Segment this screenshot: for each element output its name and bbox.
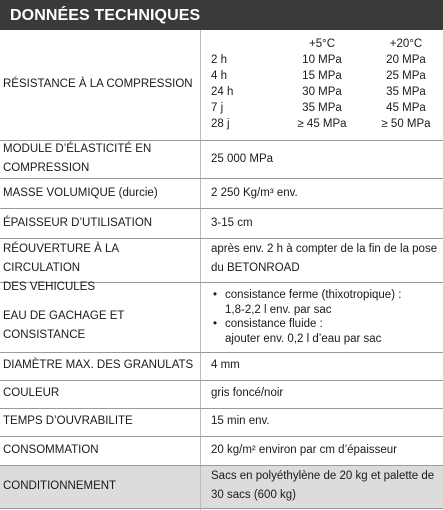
aggregate-value: 4 mm [211,359,240,371]
column-divider [200,30,201,510]
mixing-item-fluid-line2: ajouter env. 0,2 l d’eau par sac [225,332,382,345]
row-divider [0,352,443,353]
age-value: 2 h [211,54,227,66]
packaging-value-line1: Sacs en polyéthylène de 20 kg et palette de [211,470,435,482]
col-header-5c: +5°C [308,38,335,50]
modulus-label [3,140,195,178]
bullet-icon: • [213,318,218,330]
packaging-value-line2: 30 sacs (600 kg) [211,489,297,501]
row-divider [0,178,443,179]
compression-label: RÉSISTANCE À LA COMPRESSION [3,78,193,90]
mixing-item-fluid [211,317,441,346]
age-value: 24 h [211,86,234,98]
mixing-label: EAU DE GACHAGE ET CONSISTANCE [3,310,125,341]
col-header-20c: +20°C [389,38,423,50]
age-value: 4 h [211,70,227,82]
strength-20c: ≥ 50 MPa [381,118,431,130]
strength-20c: 45 MPa [386,102,426,114]
packaging-label: CONDITIONNEMENT [3,480,117,492]
colour-value: gris foncé/noir [211,387,284,399]
section-header: DONNÉES TECHNIQUES [0,0,443,30]
strength-5c: ≥ 45 MPa [297,118,347,130]
reopening-label [3,240,195,297]
bullet-icon: • [213,289,218,301]
density-value: 2 250 Kg/m³ env. [211,187,298,199]
reopening-value-line1: après env. 2 h à compter de la fin de la pose [211,243,438,255]
modulus-label-line1: MODULE D’ÉLASTICITÉ EN [3,143,152,155]
thickness-label: ÉPAISSEUR D’UTILISATION [3,217,153,229]
row-divider [0,238,443,239]
reopening-value [211,240,439,278]
row-divider [0,380,443,381]
aggregate-label: DIAMÈTRE MAX. DES GRANULATS [3,359,194,371]
strength-5c: 30 MPa [302,86,342,98]
row-divider [0,208,443,209]
consumption-label: CONSOMMATION [3,444,99,456]
strength-5c: 15 MPa [302,70,342,82]
strength-20c: 25 MPa [386,70,426,82]
age-value: 7 j [211,102,224,114]
modulus-label-line2: COMPRESSION [3,162,90,174]
mixing-item-fluid-line1: consistance fluide : [225,318,323,330]
mixing-item-firm-line2: 1,8-2,2 l env. par sac [225,303,332,316]
reopening-label-line2: DES VEHICULES [3,281,96,293]
reopening-value-line2: du BETONROAD [211,262,300,274]
mixing-item-firm-line1: consistance ferme (thixotropique) : [225,289,402,301]
density-label: MASSE VOLUMIQUE (durcie) [3,187,158,199]
modulus-value: 25 000 MPa [211,153,274,165]
row-divider [0,508,443,509]
workability-value: 15 min env. [211,415,270,427]
age-value: 28 j [211,118,230,130]
row-divider [0,436,443,437]
strength-5c: 35 MPa [302,102,342,114]
mixing-item-firm [211,288,441,317]
colour-label: COULEUR [3,387,60,399]
strength-20c: 20 MPa [386,54,426,66]
consumption-value: 20 kg/m² environ par cm d’épaisseur [211,444,397,456]
strength-20c: 35 MPa [386,86,426,98]
workability-label: TEMPS D’OUVRABILITE [3,415,133,427]
mixing-bullet-list [211,288,441,346]
strength-5c: 10 MPa [302,54,342,66]
packaging-value [211,467,439,505]
row-divider [0,408,443,409]
thickness-value: 3-15 cm [211,217,253,229]
row-divider [0,465,443,466]
reopening-label-line1: RÉOUVERTURE À LA CIRCULATION [3,243,119,274]
